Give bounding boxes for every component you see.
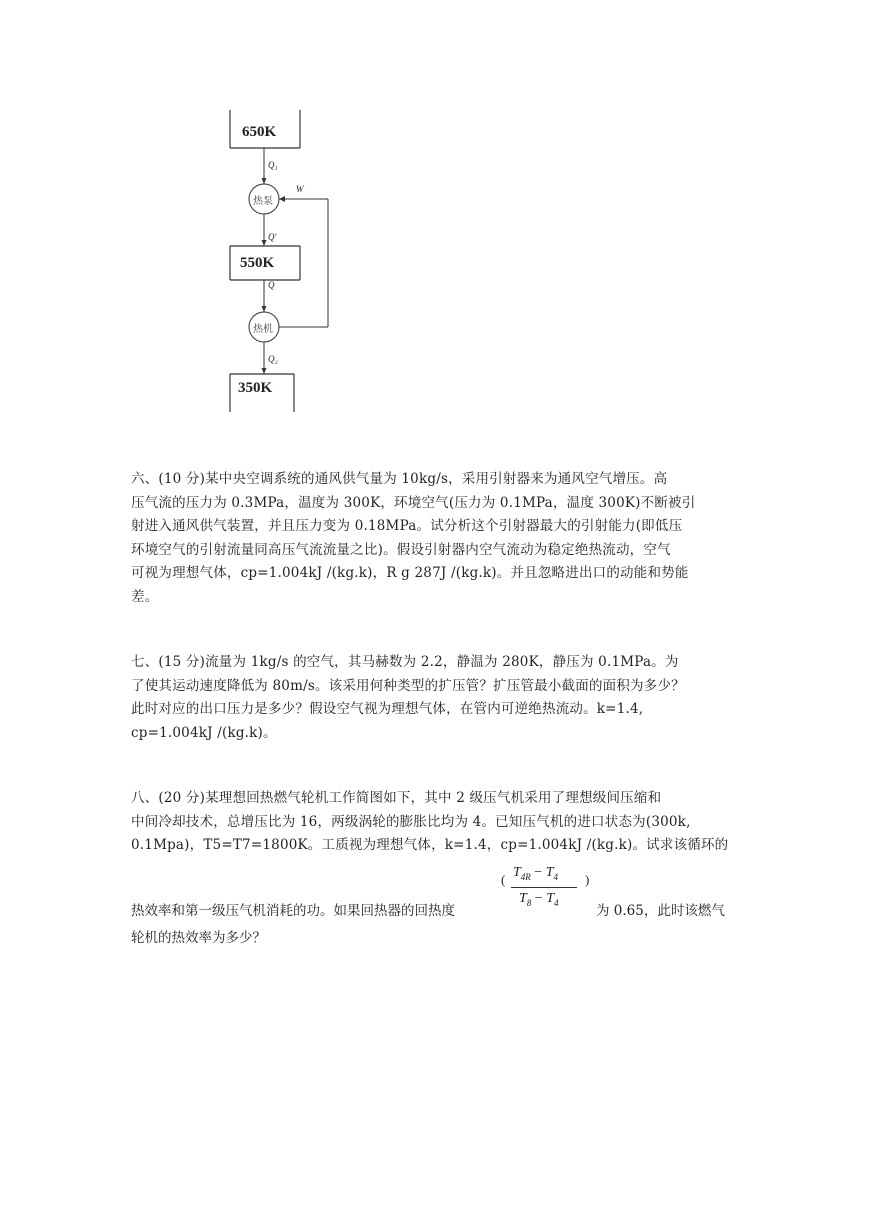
regenerator-effectiveness-formula <box>497 864 597 918</box>
formula-denominator: $T_8 - T_4$ <box>519 891 559 908</box>
formula-numerator: $T_{4R} - T_4$ <box>513 865 558 882</box>
problem-6-line: 环境空气的引射流量同高压气流流量之比)。假设引射器内空气流动为稳定绝热流动，空气 <box>131 541 671 558</box>
heat-pump-label: 热泵 <box>253 196 273 207</box>
problem-8-line: 热效率和第一级压气机消耗的功。如果回热器的回热度 <box>131 903 455 919</box>
problem-6-line: 差。 <box>131 588 159 605</box>
heat-pump-engine-diagram <box>222 100 442 420</box>
problem-7-line: 七、(15 分)流量为 1kg/s 的空气，其马赫数为 2.2，静温为 280K，静压为 0.1MPa。为 <box>131 654 679 670</box>
problem-6-line: 射进入通风供气装置，并且压力变为 0.18MPa。试分析这个引射器最大的引射能力(即低压 <box>131 518 683 534</box>
formula-close-paren: ) <box>585 872 590 887</box>
problem-8-line: 为 0.65，此时该燃气 <box>596 903 725 919</box>
problem-7-line: 了使其运动速度降低为 80m/s。该采用何种类型的扩压管？扩压管最小截面的面积为多少？ <box>131 677 685 694</box>
problem-8-line: 轮机的热效率为多少？ <box>131 930 266 946</box>
formula-fraction-bar <box>511 887 577 888</box>
q2-label: Q₂ <box>268 354 278 364</box>
heat-engine-label: 热机 <box>253 324 273 335</box>
problem-6-line: 压气流的压力为 0.3MPa，温度为 300K，环境空气(压力为 0.1MPa，温度 300K)不断被引 <box>131 494 696 511</box>
q1-label: Q₁ <box>268 160 278 170</box>
formula-open-paren: ( <box>501 872 506 887</box>
problem-6-line: 六、(10 分)某中央空调系统的通风供气量为 10kg/s，采用引射器来为通风空气增压。高 <box>131 471 668 487</box>
problem-7-line: 此时对应的出口压力是多少？假设空气视为理想气体，在管内可逆绝热流动。k=1.4, <box>131 701 644 717</box>
problem-7 <box>131 651 741 745</box>
w-label: W <box>296 184 304 194</box>
q-prime-label: Q' <box>268 232 277 242</box>
problem-6 <box>131 468 741 609</box>
problem-7-line: cp=1.004kJ /(kg.k)。 <box>131 724 277 741</box>
q-label: Q <box>268 280 275 290</box>
reservoir-650k-label: 650K <box>242 124 277 140</box>
problem-8-line: 中间冷却技术，总增压比为 16，两级涡轮的膨胀比均为 4。已知压气机的进口状态为(300k, <box>131 813 691 830</box>
problem-6-line: 可视为理想气体，cp=1.004kJ /(kg.k)，R g 287J /(kg.k)。并且忽略进出口的动能和势能 <box>131 565 689 581</box>
problem-8 <box>131 787 741 858</box>
reservoir-550k-label: 550K <box>240 255 275 271</box>
problem-8-line: 0.1Mpa)，T5=T7=1800K。工质视为理想气体，k=1.4，cp=1.004kJ /(kg.k)。试求该循环的 <box>131 837 729 853</box>
reservoir-350k-label: 350K <box>238 380 273 396</box>
problem-8-line: 八、(20 分)某理想回热燃气轮机工作简图如下，其中 2 级压气机采用了理想级间压缩和 <box>131 790 662 806</box>
